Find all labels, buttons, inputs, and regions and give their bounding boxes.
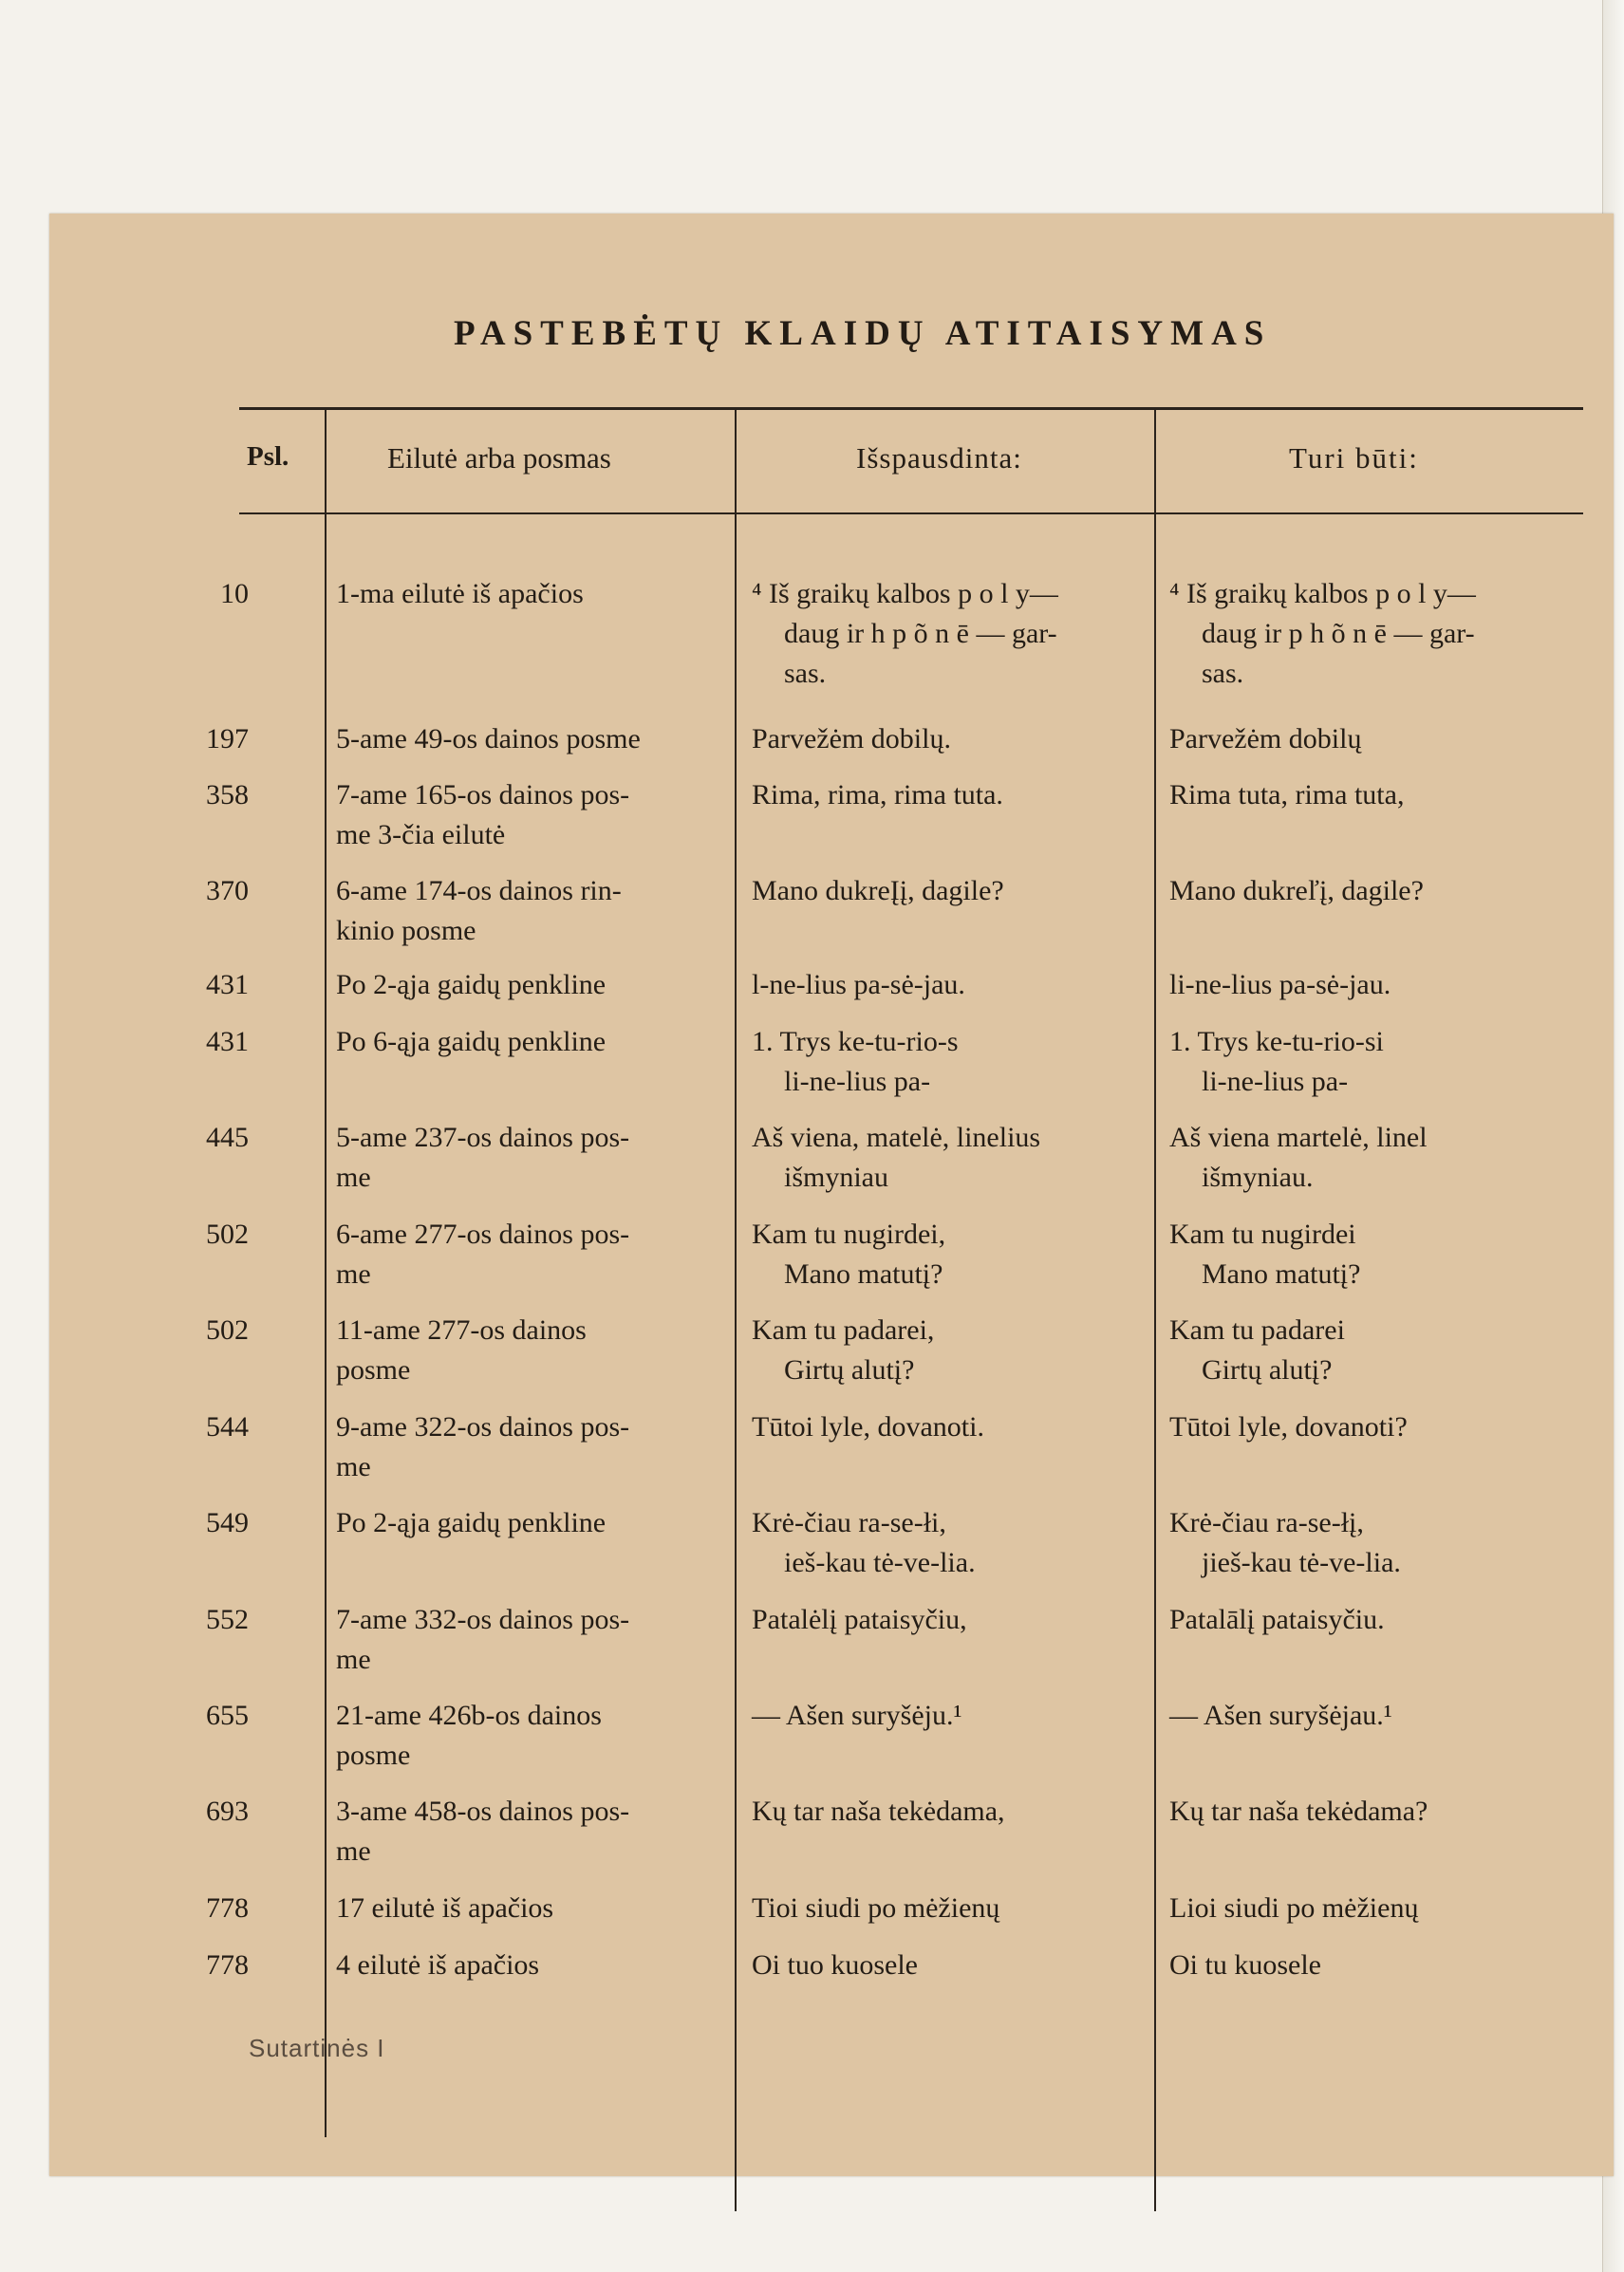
cell-page: 431 <box>206 969 249 1000</box>
cell-line-line: 4 eilutė iš apačios <box>336 1949 540 1981</box>
cell-correct <box>1169 1889 1606 1928</box>
cell-correct-line: daug ir p h õ n ē — gar- <box>1202 618 1475 649</box>
table-header-rule <box>239 512 1583 514</box>
cell-printed-line: ieš-kau tė-ve-lia. <box>784 1547 976 1578</box>
cell-page: 778 <box>206 1949 249 1981</box>
cell-correct-line: Rima tuta, rima tuta, <box>1169 779 1405 810</box>
cell-printed-line: Mano dukreĮį, dagile? <box>752 875 1004 906</box>
cell-line-line: Po 6-ąja gaidų penkline <box>336 1026 607 1057</box>
cell-correct <box>1169 1215 1606 1294</box>
cell-line-line: 11-ame 277-os dainos <box>336 1314 587 1346</box>
cell-printed-line: — Ašen suryšėju.¹ <box>752 1700 962 1731</box>
cell-line-line: posme <box>336 1354 411 1386</box>
cell-line-line: 3-ame 458-os dainos pos- <box>336 1796 630 1827</box>
cell-correct-line: — Ašen suryšėjau.¹ <box>1169 1700 1392 1731</box>
cell-line-line: 1-ma eilutė iš apačios <box>336 578 584 609</box>
cell-line <box>336 871 773 951</box>
cell-correct <box>1169 1118 1606 1198</box>
cell-line-line: 17 eilutė iš apačios <box>336 1892 554 1924</box>
cell-printed <box>752 965 1198 1005</box>
cell-correct <box>1169 574 1606 694</box>
cell-line-line: Po 2-ąja gaidų penkline <box>336 969 607 1000</box>
cell-line <box>336 1600 773 1680</box>
cell-page: 544 <box>206 1411 249 1443</box>
cell-printed <box>752 1946 1198 1985</box>
cell-line-line: 5-ame 49-os dainos posme <box>336 723 641 754</box>
cell-correct <box>1169 775 1606 815</box>
cell-line-line: me <box>336 1451 371 1482</box>
cell-correct-line: Lioi siudi po mėžienų <box>1169 1892 1419 1924</box>
cell-page: 693 <box>206 1796 249 1827</box>
header-page: Psl. <box>247 441 289 472</box>
cell-page: 552 <box>206 1604 249 1635</box>
cell-line <box>336 1503 773 1543</box>
cell-line <box>336 965 773 1005</box>
cell-line-line: Po 2-ąja gaidų penkline <box>336 1507 607 1538</box>
cell-page: 431 <box>206 1026 249 1057</box>
cell-printed-line: Patalėlį pataisyčiu, <box>752 1604 967 1635</box>
cell-printed-line: Kam tu padarei, <box>752 1314 935 1346</box>
cell-page: 197 <box>206 723 249 754</box>
cell-line-line: 5-ame 237-os dainos pos- <box>336 1122 630 1153</box>
cell-page: 502 <box>206 1219 249 1250</box>
cell-correct-line: Parvežėm dobilų <box>1169 723 1362 754</box>
header-printed: Išspausdinta: <box>856 441 1022 475</box>
cell-correct-line: li-ne-lius pa-sė-jau. <box>1169 969 1391 1000</box>
cell-printed-line: li-ne-lius pa- <box>784 1066 931 1097</box>
cell-printed <box>752 1215 1198 1294</box>
cell-correct-line: Krė-čiau ra-se-łį, <box>1169 1507 1364 1538</box>
cell-printed <box>752 775 1198 815</box>
cell-line <box>336 1696 773 1776</box>
cell-correct-line: Mano dukreľį, dagile? <box>1169 875 1424 906</box>
cell-line <box>336 574 773 614</box>
cell-correct-line: Kam tu padarei <box>1169 1314 1345 1346</box>
cell-printed-line: l-ne-lius pa-sė-jau. <box>752 969 965 1000</box>
cell-line-line: 7-ame 332-os dainos pos- <box>336 1604 630 1635</box>
cell-page: 358 <box>206 779 249 810</box>
cell-correct <box>1169 965 1606 1005</box>
cell-line <box>336 1022 773 1062</box>
cell-printed <box>752 1600 1198 1640</box>
cell-line-line: me <box>336 1644 371 1675</box>
cell-printed-line: ⁴ Iš graikų kalbos p o l y— <box>752 578 1058 609</box>
cell-line-line: posme <box>336 1740 411 1771</box>
cell-printed-line: Tūtoi lyle, dovanoti. <box>752 1411 984 1443</box>
table-top-rule <box>239 407 1583 410</box>
cell-page: 502 <box>206 1314 249 1346</box>
cell-printed-line: išmyniau <box>784 1162 888 1193</box>
cell-correct-line: Mano matutį? <box>1202 1258 1361 1290</box>
cell-correct-line: Oi tu kuosele <box>1169 1949 1321 1981</box>
cell-correct-line: išmyniau. <box>1202 1162 1314 1193</box>
cell-printed-line: Kam tu nugirdei, <box>752 1219 946 1250</box>
cell-printed-line: Oi tuo kuosele <box>752 1949 918 1981</box>
cell-line-line: kinio posme <box>336 915 476 946</box>
cell-page: 370 <box>206 875 249 906</box>
cell-line-line: me <box>336 1162 371 1193</box>
cell-line <box>336 1118 773 1198</box>
cell-correct-line: sas. <box>1202 658 1244 689</box>
cell-printed-line: 1. Trys ke-tu-rio-s <box>752 1026 959 1057</box>
cell-line <box>336 1889 773 1928</box>
cell-correct-line: Tūtoi lyle, dovanoti? <box>1169 1411 1408 1443</box>
cell-printed-line: sas. <box>784 658 827 689</box>
cell-printed <box>752 1696 1198 1736</box>
cell-printed <box>752 1407 1198 1447</box>
cell-printed <box>752 1118 1198 1198</box>
cell-correct <box>1169 719 1606 759</box>
cell-correct-line: li-ne-lius pa- <box>1202 1066 1349 1097</box>
cell-printed-line: Mano matutį? <box>784 1258 943 1290</box>
cell-printed <box>752 574 1198 694</box>
cell-correct-line: 1. Trys ke-tu-rio-si <box>1169 1026 1384 1057</box>
cell-line-line: me <box>336 1258 371 1290</box>
column-divider-1 <box>325 408 327 2137</box>
cell-line-line: 6-ame 277-os dainos pos- <box>336 1219 630 1250</box>
cell-printed <box>752 1022 1198 1102</box>
cell-page: 549 <box>206 1507 249 1538</box>
cell-correct-line: Girtų alutį? <box>1202 1354 1333 1386</box>
cell-line-line: 7-ame 165-os dainos pos- <box>336 779 630 810</box>
cell-correct <box>1169 871 1606 911</box>
cell-line <box>336 1946 773 1985</box>
cell-line <box>336 719 773 759</box>
page-title: PASTEBĖTŲ KLAIDŲ ATITAISYMAS <box>454 314 1272 353</box>
cell-correct <box>1169 1022 1606 1102</box>
cell-correct <box>1169 1946 1606 1985</box>
cell-correct <box>1169 1696 1606 1736</box>
cell-correct-line: Aš viena martelė, linel <box>1169 1122 1428 1153</box>
cell-line <box>336 1407 773 1487</box>
cell-correct <box>1169 1503 1606 1583</box>
header-correct: Turi būti: <box>1289 441 1419 475</box>
column-divider-2 <box>735 408 737 2211</box>
cell-printed <box>752 719 1198 759</box>
errata-sheet <box>49 214 1614 2176</box>
cell-line <box>336 1311 773 1390</box>
cell-printed-line: Aš viena, matelė, linelius <box>752 1122 1041 1153</box>
cell-printed-line: Parvežėm dobilų. <box>752 723 951 754</box>
cell-correct <box>1169 1600 1606 1640</box>
cell-line-line: me 3-čia eilutė <box>336 819 506 850</box>
cell-correct-line: ⁴ Iš graikų kalbos p o l y— <box>1169 578 1476 609</box>
cell-page: 778 <box>206 1892 249 1924</box>
cell-page: 10 <box>220 578 249 609</box>
footer-book-title: Sutartinės I <box>249 2034 385 2062</box>
cell-printed-line: Krė-čiau ra-se-łi, <box>752 1507 946 1538</box>
cell-line-line: 21-ame 426b-os dainos <box>336 1700 602 1731</box>
cell-printed <box>752 1792 1198 1832</box>
cell-printed <box>752 1311 1198 1390</box>
cell-printed-line: Kų tar naša tekėdama, <box>752 1796 1005 1827</box>
cell-printed-line: Rima, rima, rima tuta. <box>752 779 1003 810</box>
cell-correct <box>1169 1407 1606 1447</box>
cell-line-line: me <box>336 1835 371 1867</box>
header-line: Eilutė arba posmas <box>387 441 611 475</box>
cell-line <box>336 775 773 855</box>
cell-page: 445 <box>206 1122 249 1153</box>
cell-correct <box>1169 1792 1606 1832</box>
cell-printed <box>752 871 1198 911</box>
cell-correct <box>1169 1311 1606 1390</box>
cell-correct-line: jieš-kau tė-ve-lia. <box>1202 1547 1401 1578</box>
cell-line <box>336 1215 773 1294</box>
cell-printed-line: Tioi siudi po mėžienų <box>752 1892 1000 1924</box>
cell-line-line: 6-ame 174-os dainos rin- <box>336 875 622 906</box>
cell-correct-line: Kam tu nugirdei <box>1169 1219 1356 1250</box>
cell-printed <box>752 1503 1198 1583</box>
cell-printed-line: Girtų alutį? <box>784 1354 915 1386</box>
cell-line-line: 9-ame 322-os dainos pos- <box>336 1411 630 1443</box>
cell-line <box>336 1792 773 1872</box>
cell-printed-line: daug ir h p õ n ē — gar- <box>784 618 1057 649</box>
cell-page: 655 <box>206 1700 249 1731</box>
cell-printed <box>752 1889 1198 1928</box>
cell-correct-line: Kų tar naša tekėdama? <box>1169 1796 1428 1827</box>
cell-correct-line: Patalālį pataisyčiu. <box>1169 1604 1385 1635</box>
